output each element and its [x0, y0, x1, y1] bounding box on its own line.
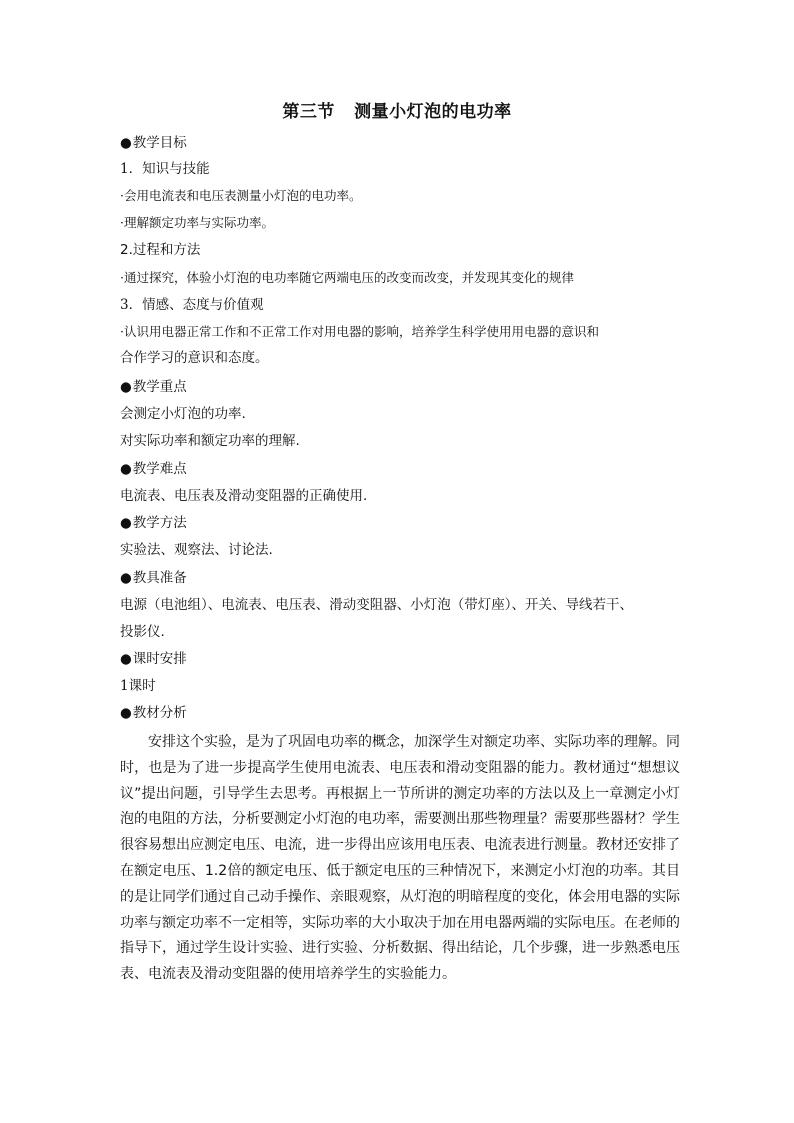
schedule-heading: ● 课时安排 — [120, 649, 680, 669]
method-heading: ● 教学方法 — [120, 513, 680, 533]
document-title: 第三节 测量小灯泡的电功率 — [282, 102, 512, 122]
key-point: 对实际功率和额定功率的理解. — [120, 433, 300, 449]
analysis-heading: ● 教材分析 — [120, 703, 680, 723]
attitude-heading: 3．情感、态度与价值观 — [120, 297, 264, 313]
key-point: 会测定小灯泡的功率. — [120, 406, 246, 422]
knowledge-item: ·理解额定功率与实际功率。 — [120, 215, 274, 230]
equipment-item: 电源（电池组）、电流表、电压表、滑动变阻器、小灯泡（带灯座）、开关、导线若干、 — [120, 597, 633, 613]
process-heading: 2.过程和方法 — [120, 242, 201, 258]
difficulty-item: 电流表、电压表及滑动变阻器的正确使用. — [120, 488, 368, 504]
analysis-paragraph: 安排这个实验，是为了巩固电功率的概念，加深学生对额定功率、实际功率的理解。同时，也是为了进一步提高学生使用电流表、电压表和滑动变阻器的能力。教材通过“想想议议”提出问题，引导学生去思考。再根据上一节所讲的测定功率的方法以及上一章测定小灯泡的电阻的方法，分析要测定小灯泡的电功率，需要测出那些物理量？需要那些器材？学生很容易想出应测定电压、电流，进一步得出应该用电压表、电流表进行测量。教材还安排了在额定电压、1.2倍的额定电压、低于额定电压的三种情况下，来测定小灯泡的功率。其目的是让同学们通过自己动手操作、亲眼观察，从灯泡的明暗程度的变化，体会用电器的实际功率与额定功率不一定相等，实际功率的大小取决于加在用电器两端的实际电压。在老师的指导下，通过学生设计实验、进行实验、分析数据、得出结论，几个步骤，进一步熟悉电压表、电流表及滑动变阻器的使用培养学生的实验能力。 — [120, 734, 680, 983]
schedule-item: 1课时 — [120, 678, 156, 694]
knowledge-heading: 1．知识与技能 — [120, 161, 210, 177]
knowledge-item: ·会用电流表和电压表测量小灯泡的电功率。 — [120, 188, 362, 203]
objectives-heading: ● 教学目标 — [120, 133, 680, 153]
key-points-heading: ● 教学重点 — [120, 377, 680, 397]
attitude-item-continued: 合作学习的意识和态度。 — [120, 350, 269, 366]
process-item: ·通过探究，体验小灯泡的电功率随它两端电压的改变而改变，并发现其变化的规律 — [120, 270, 574, 285]
equipment-item-continued: 投影仪. — [120, 624, 165, 640]
attitude-item: ·认识用电器正常工作和不正常工作对用电器的影响，培养学生科学使用用电器的意识和 — [120, 324, 599, 339]
equipment-heading: ● 教具准备 — [120, 568, 680, 588]
method-item: 实验法、观察法、讨论法. — [120, 542, 273, 558]
difficulty-heading: ● 教学难点 — [120, 459, 680, 479]
